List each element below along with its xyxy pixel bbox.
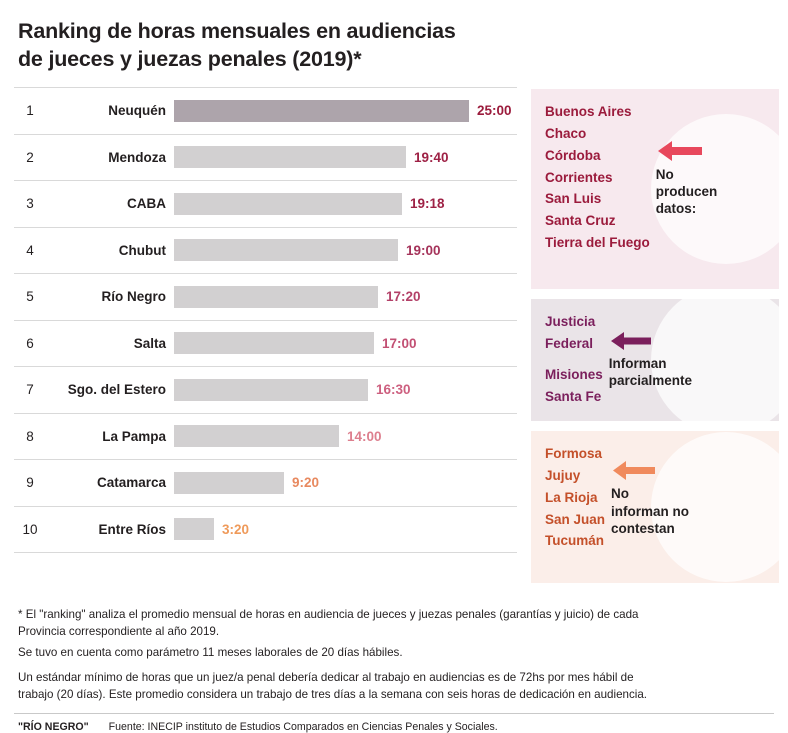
arrow-left-icon — [609, 329, 692, 353]
page-title-line-2: de jueces y juezas penales (2019)* — [18, 46, 362, 71]
footnote-3 — [18, 670, 770, 704]
row-bar-area — [174, 460, 517, 506]
list-item: La Rioja — [545, 489, 598, 505]
row-province: Neuquén — [108, 103, 166, 119]
row-bar-area — [174, 88, 517, 134]
bar — [174, 518, 214, 540]
list-item: Tierra del Fuego — [545, 235, 650, 251]
list-item: Jujuy — [545, 467, 581, 483]
panel-caption-area — [656, 138, 718, 218]
footnote-3-line-1: Un estándar mínimo de horas que un juez/a penal debería dedicar al trabajo en audiencias es de 72hs por mes hábil de — [18, 671, 634, 685]
panel-caption-line-2: informan no — [611, 503, 690, 519]
bar-chart — [14, 87, 517, 553]
side-panel-informan-parcialmente — [531, 299, 779, 421]
list-item: Santa Cruz — [545, 213, 616, 229]
table-row — [14, 181, 517, 228]
bar — [174, 193, 402, 215]
page-title-line-1: Ranking de horas mensuales en audiencias — [18, 19, 456, 43]
panel-caption-area — [611, 458, 689, 537]
row-rank: 8 — [26, 428, 34, 444]
panel-caption — [656, 166, 718, 218]
bar — [174, 472, 284, 494]
table-row — [14, 507, 517, 554]
page-title — [18, 18, 578, 73]
row-rank: 5 — [26, 289, 34, 305]
panel-caption-line-1: No — [611, 486, 630, 502]
row-value: 16:30 — [376, 382, 411, 398]
row-bar-area — [174, 321, 517, 367]
table-row — [14, 274, 517, 321]
panel-list — [545, 443, 605, 552]
table-row — [14, 135, 517, 182]
row-province: Sgo. del Estero — [67, 382, 166, 398]
side-panel-no-informan-no-contestan — [531, 431, 779, 583]
panel-caption-area — [609, 329, 692, 390]
footer — [14, 713, 774, 733]
panel-caption — [609, 355, 692, 390]
row-province: La Pampa — [102, 428, 166, 444]
panel-list — [545, 101, 650, 254]
row-value: 19:00 — [406, 242, 441, 258]
table-row — [14, 87, 517, 135]
arrow-left-icon — [611, 458, 689, 483]
row-rank: 2 — [26, 149, 34, 165]
footnote-2: Se tuvo en cuenta como parámetro 11 meses laborales de 20 días hábiles. — [18, 645, 403, 659]
row-rank: 1 — [26, 103, 34, 119]
row-value: 14:00 — [347, 428, 382, 444]
row-bar-area — [174, 228, 517, 274]
table-row — [14, 414, 517, 461]
list-item: Corrientes — [545, 169, 613, 185]
row-bar-area — [174, 135, 517, 181]
row-rank: 7 — [26, 382, 34, 398]
row-province: Catamarca — [96, 475, 166, 491]
row-province: Mendoza — [108, 149, 166, 165]
content-area — [14, 87, 774, 593]
panel-inner — [545, 311, 769, 407]
row-value: 19:18 — [410, 196, 445, 212]
row-rank: 4 — [26, 242, 34, 258]
row-value: 19:40 — [414, 149, 449, 165]
panel-list — [545, 311, 603, 407]
bar — [174, 425, 339, 447]
arrow-left-icon — [656, 138, 718, 164]
panel-caption-line-1: No — [655, 166, 674, 182]
list-item: San Juan — [545, 511, 606, 527]
row-bar-area — [174, 507, 517, 553]
list-item: Misiones — [545, 366, 603, 382]
panel-caption-line-1: Informan — [608, 355, 667, 371]
row-rank: 10 — [22, 521, 38, 537]
panel-inner — [545, 443, 769, 552]
list-item: Federal — [545, 335, 594, 351]
row-bar-area — [174, 414, 517, 460]
row-bar-area — [174, 367, 517, 413]
list-item: Buenos Aires — [545, 104, 632, 120]
bar — [174, 146, 406, 168]
row-value: 17:00 — [382, 335, 417, 351]
row-province: CABA — [127, 196, 166, 212]
footnote-1-line-2: Provincia correspondiente al año 2019. — [18, 624, 220, 638]
footnote-3-line-2: trabajo (20 días). Este promedio considera un trabajo de tres días a la semana con seis horas de dedicación en audiencia. — [18, 688, 648, 702]
row-province: Salta — [133, 335, 166, 351]
bar — [174, 286, 378, 308]
panel-inner — [545, 101, 769, 254]
bar — [174, 332, 374, 354]
footnote-1-line-1: * El "ranking" analiza el promedio mensual de horas en audiencia de jueces y juezas penales (garantías y juicio) de cada — [18, 608, 639, 622]
row-province: Río Negro — [101, 289, 166, 305]
bar — [174, 379, 368, 401]
panel-caption-line-2: parcialmente — [608, 373, 693, 389]
list-item: San Luis — [545, 191, 602, 207]
bar — [174, 239, 398, 261]
table-row — [14, 460, 517, 507]
row-rank: 6 — [26, 335, 34, 351]
row-value: 9:20 — [292, 475, 320, 491]
footnote-1 — [18, 607, 770, 641]
panel-caption — [611, 485, 689, 537]
brand-label: "RÍO NEGRO" — [18, 721, 89, 733]
list-item: Chaco — [545, 125, 587, 141]
list-item: Córdoba — [545, 147, 601, 163]
panel-caption-line-2: producen — [655, 183, 718, 199]
list-item: Santa Fe — [545, 388, 602, 404]
row-value: 17:20 — [386, 289, 421, 305]
table-row — [14, 228, 517, 275]
row-rank: 3 — [26, 196, 34, 212]
row-bar-area — [174, 274, 517, 320]
list-item: Justicia — [545, 314, 596, 330]
source-label: Fuente: INECIP instituto de Estudios Comparados en Ciencias Penales y Sociales. — [108, 721, 498, 733]
table-row — [14, 321, 517, 368]
table-row — [14, 367, 517, 414]
row-bar-area — [174, 181, 517, 227]
list-item: Tucumán — [545, 533, 605, 549]
panel-caption-line-3: datos: — [655, 201, 697, 217]
list-item: Formosa — [545, 446, 603, 462]
bar — [174, 100, 469, 122]
row-value: 3:20 — [222, 521, 250, 537]
row-value: 25:00 — [477, 103, 512, 119]
panel-caption-line-3: contestan — [611, 520, 675, 536]
row-rank: 9 — [26, 475, 34, 491]
side-panels — [531, 87, 779, 593]
row-province: Entre Ríos — [98, 521, 166, 537]
row-province: Chubut — [118, 242, 166, 258]
side-panel-no-producen-datos — [531, 89, 779, 289]
footnotes — [14, 607, 774, 704]
